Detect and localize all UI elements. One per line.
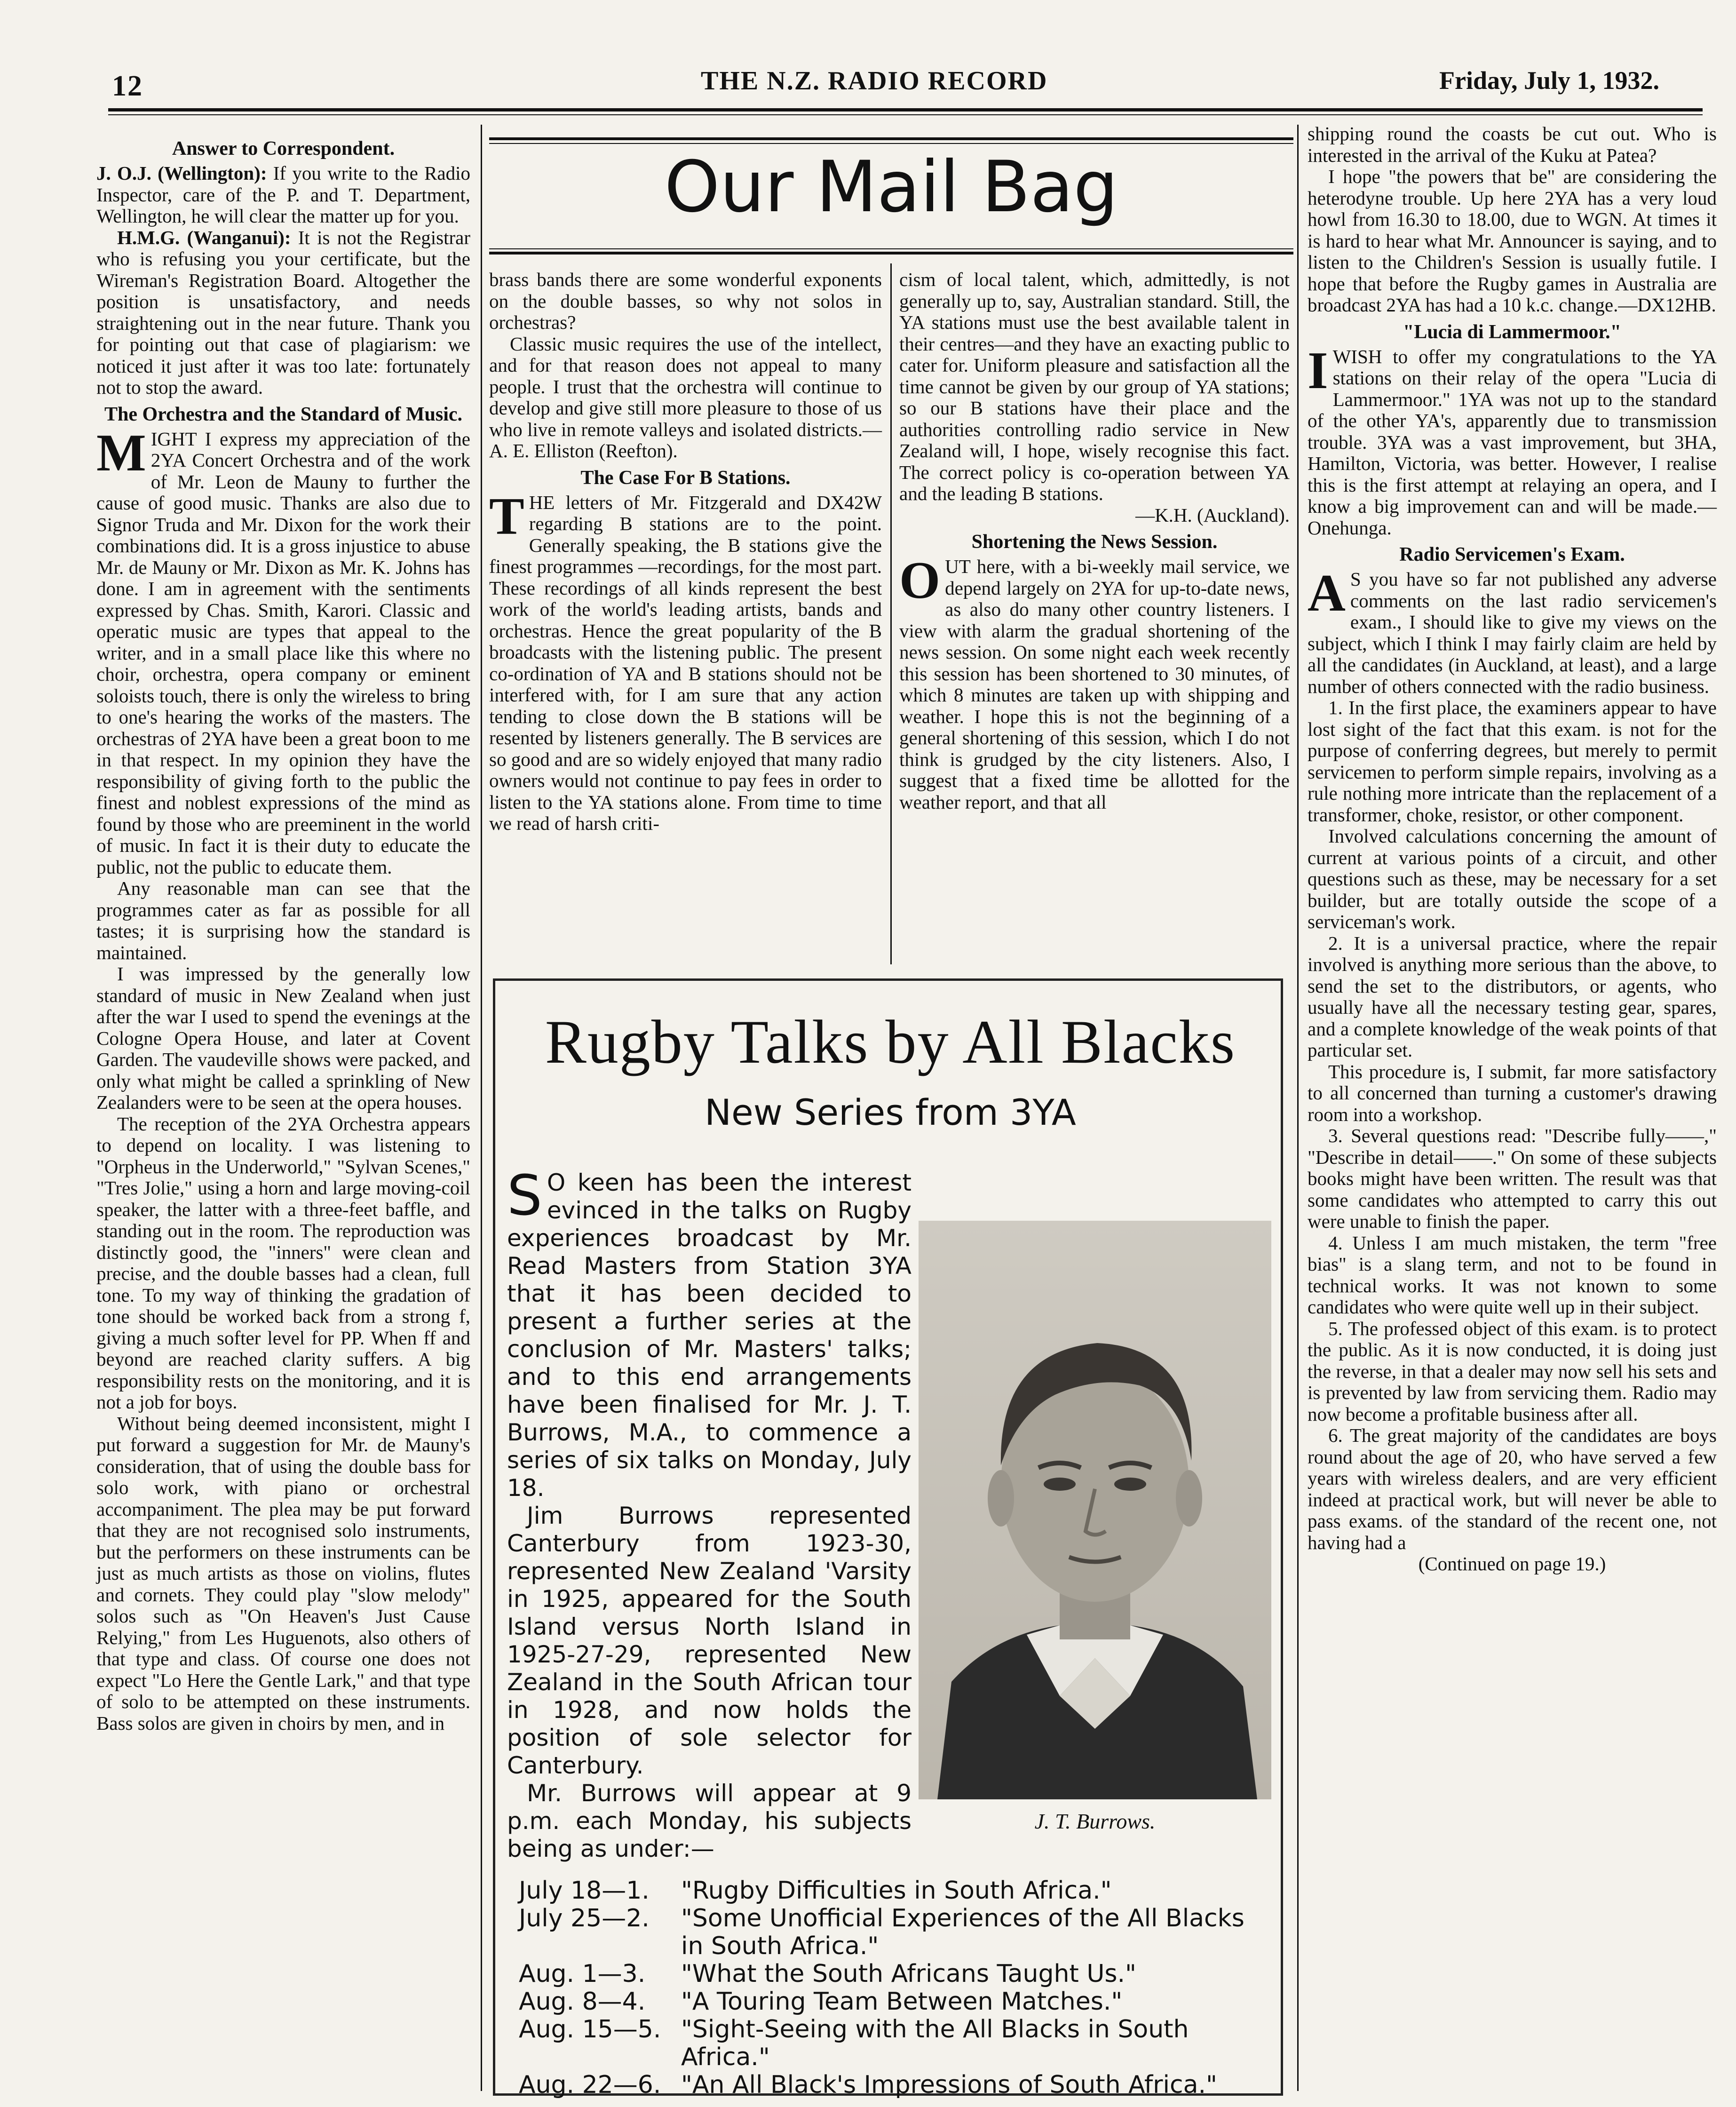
schedule-title: "Some Unofficial Experiences of the All Blacks in South Africa." (681, 1904, 1245, 1960)
header-rule-thin (108, 114, 1703, 115)
right-para: shipping round the coasts be cut out. Who is interested in the arrival of the Kuku at Patea? (1308, 123, 1717, 166)
rugby-para-3: Mr. Burrows will appear at 9 p.m. each Monday, his subjects being as under:— (507, 1780, 912, 1862)
orchestra-heading: The Orchestra and the Standard of Music. (104, 403, 463, 425)
b-stations-text: HE letters of Mr. Fitzgerald and DX42W regarding B stations are to the point. Generally speaking, the B stations give the finest programmes —recordings, for the most part. These recordings of all kinds represent the best work of the world's leading artists, bands and orchestras. Hence the great popularity of the B broadcasts with the listening public. The present co-ordination of YA and B stations should not be interfered with, for I am sure that any action tending to close down the B stations will be resented by listeners generally. The B services are so good and are so widely enjoyed that many radio owners would not continue to pay fees in order to listen to the YA stations alone. From time to time we read of harsh criti- (489, 491, 882, 834)
orchestra-para-2: Any reasonable man can see that the programmes cater as far as possible for all tastes; it is surprising how the standard is maintained. (96, 877, 470, 963)
mailbag-column-2 (899, 269, 1290, 813)
answer-heading: Answer to Correspondent. (172, 138, 395, 159)
orchestra-para-5: Without being deemed inconsistent, might I put forward a suggestion for Mr. de Mauny's consideration, that of using the double bass for solo work, with piano or orchestral accompaniment. The plea may be put forward that they are not recognised solo instruments, but the performers on these instruments can be just as much artists as those on violins, flutes and cornets. They could play "slow melody" solos such as "On Heaven's Just Cause Relying," from Les Huguenots, also others of that type and class. Of course one does not expect "Lo Here the Gentle Lark," and that type of solo to be attempted on these instruments. Bass solos are given in choirs by men, and in (96, 1412, 470, 1734)
schedule-date: Aug. 22—6. (519, 2071, 661, 2099)
schedule-row (519, 2016, 1271, 2071)
photo-caption: J. T. Burrows. (1034, 1809, 1156, 1833)
rugby-title: Rugby Talks by All Blacks (545, 1007, 1236, 1076)
lucia-heading: "Lucia di Lammermoor." (1403, 321, 1621, 343)
answer-2 (96, 227, 470, 398)
talk-schedule (519, 1877, 1271, 2099)
mailbag-column-1 (489, 269, 882, 835)
schedule-date: Aug. 15—5. (519, 2015, 661, 2043)
header-rule (108, 108, 1703, 111)
orchestra-para-4: The reception of the 2YA Orchestra appears to depend on locality. I was listening to "Orpheus in the Underworld," "Sylvan Scenes," "Tres Jolie," using a horn and large moving-coil speaker, the latter with a three-feet baffle, and standing out in the room. The reproduction was distinctly good, the "inners" were clean and precise, and the double basses had a clean, full tone. To my way of thinking the gradation of tone should be worked back from a strong f, giving a much softer level for PP. When ff and beyond are reached clarity suffers. A big responsibility rests on the monitoring, and it is not a job for boys. (96, 1113, 470, 1413)
lucia-para (1308, 341, 1717, 539)
answer-2-body: It is not the Registrar who is refusing you your certificate, but the Wireman's Registration Board. Altogether the position is unsatisfactory, and needs straightening out in the near future. Thank you for pointing out that case of plagiarism: we noticed it just after it was too late: fortunately not to stop the award. (96, 226, 470, 398)
mailbag-para: cism of local talent, which, admittedly, is not generally up to, say, Australian standard. Still, the YA stations must use the best available talent in their centres—and they have an exacting public to cater for. Uniform pleasure and satisfaction all the time cannot be given by our group of YA stations; so our B stations have their place and the authorities controlling radio service in New Zealand will, I hope, wisely recognise this fact. The correct policy is co-operation between YA and the leading B stations. (899, 269, 1290, 504)
title-rule-top (489, 137, 1293, 140)
news-text: UT here, with a bi-weekly mail service, we depend largely on 2YA for up-to-date news, as also do many other country listeners. I view with alarm the gradual shortening of the news session. On some night each week recently this session has been shortened to 30 minutes, of which 8 minutes are taken up with shipping and weather. I hope this is not the beginning of a general shortening of this session, which I do not think is grudged by the city listeners. Also, I suggest that a fixed time be allotted for the weather report, and that all (899, 556, 1290, 813)
schedule-row (519, 1877, 1271, 1905)
schedule-title: "An All Black's Impressions of South Africa." (681, 2071, 1217, 2099)
left-column (96, 133, 470, 1734)
mailbag-para: brass bands there are some wonderful exponents on the double basses, so why not solos in orchestras? (489, 269, 882, 333)
schedule-title: "What the South Africans Taught Us." (681, 1960, 1136, 1988)
right-para: I hope "the powers that be" are considering the heterodyne trouble. Up here 2YA has a very loud howl from 16.30 to 18.00, due to WGN. At times it is hard to hear what Mr. Announcer is saying, and to listen to the Children's Session is usually futile. I hope that before the Rugby games in Australia are broadcast 2YA has had a 10 k.c. change.—DX12HB. (1308, 166, 1717, 316)
exam-heading: Radio Servicemen's Exam. (1399, 544, 1625, 565)
schedule-date: July 25—2. (519, 1904, 650, 1932)
news-para (899, 551, 1290, 813)
exam-para (1308, 564, 1717, 697)
column-rule (481, 125, 482, 2091)
dropcap: I (1308, 341, 1328, 400)
burrows-portrait-photo (919, 1221, 1271, 1799)
continued-note: (Continued on page 19.) (1418, 1553, 1606, 1574)
lucia-text: WISH to offer my congratulations to the YA stations on their relay of the opera "Lucia di Lammermoor." 1YA was not up to the standard of the other YA's, apparently due to transmission trouble. 3YA was a vast improvement, but 3HA, Hamilton, Victoria, was better. However, I realise this is the first attempt at relaying an opera, and I know a big improvement can and will be made.—Onehunga. (1308, 345, 1717, 539)
exam-para: 3. Several questions read: "Describe fully——," "Describe in detail——." On some of these subjects books might have been written. The result was that some candidates who attempted to carry this out were unable to finish the paper. (1308, 1125, 1717, 1232)
column-rule (1297, 125, 1299, 2091)
orchestra-para-3: I was impressed by the generally low standard of music in New Zealand when just after the war I used to spend the evenings at the Cologne Opera House, and later at Covent Garden. The vaudeville shows were packed, and only what might be called a sprinkling of New Zealanders were to be seen at the opera houses. (96, 963, 470, 1113)
rugby-para-2: Jim Burrows represented Canterbury from 1923-30, represented New Zealand 'Varsity in 1925, appeared for the South Island versus North Island in 1925-27-29, represented New Zealand in the South African tour in 1928, and now holds the position of sole selector for Canterbury. (507, 1502, 912, 1779)
rugby-text-1: O keen has been the interest evinced in the talks on Rugby experiences broadcast by Mr. Read Masters from Station 3YA that it has been decided to present a further series at the conclusion of Mr. Masters' talks; and to this end arrangements have been finalised for Mr. J. T. Burrows, M.A., to commence a series of six talks on Monday, July 18. (507, 1169, 912, 1502)
issue-date: Friday, July 1, 1932. (1439, 66, 1660, 95)
orchestra-text-1: IGHT I express my appreciation of the 2YA Concert Orchestra and of the work of Mr. Leon de Mauny to further the cause of good music. Thanks are also due to Signor Truda and Mr. Dixon for the work their combinations did. It is a gross injustice to abuse Mr. de Mauny or Mr. Dixon as Mr. K. Johns has done. I am in agreement with the sentiments expressed by Chas. Smith, Karori. Classic and operatic music are types that appeal to the writer, and in a small place like this where no choir, orchestra, opera company or eminent soloists touch, there is only the wireless to bring to one's hearing the works of the masters. The orchestras of 2YA have been a great boon to me in that respect. In my opinion they have the responsibility of giving forth to the public the finest and noblest expressions of the mind as found by those who are preeminent in the world of music. In fact it is their duty to educate the public, not the public to educate them. (96, 428, 470, 878)
exam-para: 1. In the first place, the examiners appear to have lost sight of the fact that this exam. is not for the purpose of conferring degrees, but merely to permit servicemen to perform simple repairs, involving as a rule nothing more intricate than the replacement of a transformer, choke, resistor, or other component. (1308, 697, 1717, 826)
exam-para: This procedure is, I submit, far more satisfactory to all concerned than turning a customer's drawing room into a workshop. (1308, 1060, 1717, 1125)
exam-text: S you have so far not published any adverse comments on the last radio servicemen's exam., I should like to give my views on the subject, which I think I may fairly claim are held by all the candidates (in Auckland, at least), and a large number of others connected with the radio business. (1308, 568, 1717, 697)
rugby-feature-box (493, 978, 1283, 2099)
schedule-date: July 18—1. (519, 1876, 650, 1905)
rugby-subtitle: New Series from 3YA (705, 1091, 1076, 1133)
schedule-row (519, 1960, 1271, 1988)
schedule-row (519, 1988, 1271, 2016)
dropcap: M (96, 423, 146, 482)
answer-1-lead: J. O.J. (Wellington): (96, 162, 267, 184)
schedule-row (519, 2071, 1271, 2099)
orchestra-para-1 (96, 423, 470, 878)
exam-para: 4. Unless I am much mistaken, the term "free bias" is a slang term, and not to be found in technical works. It was not known to some candidates who were quite well up in their subject. (1308, 1232, 1717, 1318)
dropcap: T (489, 487, 524, 546)
mailbag-title: Our Mail Bag (664, 146, 1118, 228)
b-stations-heading: The Case For B Stations. (580, 467, 791, 489)
schedule-date: Aug. 8—4. (519, 1988, 646, 2016)
schedule-title: "Rugby Difficulties in South Africa." (681, 1876, 1112, 1905)
exam-para: Involved calculations concerning the amount of current at various points of a circuit, and other questions such as these, may be necessary for a set builder, but are totally outside the scope of a serviceman's work. (1308, 825, 1717, 932)
exam-para: 6. The great majority of the candidates are boys round about the age of 20, who have served a few years with wireless dealers, and are very efficient indeed at practical work, but will never be able to pass exams. of the standard of the recent one, not having had a (1308, 1424, 1717, 1553)
answer-1 (96, 163, 470, 227)
title-rule-bottom-thin (489, 248, 1293, 249)
page-header (0, 0, 1736, 118)
title-rule-bottom (489, 252, 1293, 254)
portrait-illustration (919, 1221, 1271, 1799)
schedule-title: "A Touring Team Between Matches." (681, 1988, 1123, 2016)
signature: —K.H. (Auckland). (1135, 504, 1290, 526)
answer-1-body: If you write to the Radio Inspector, care of the P. and T. Department, Wellington, he will clear the matter up for you. (96, 162, 471, 227)
column-rule (890, 263, 892, 964)
mailbag-para: Classic music requires the use of the intellect, and for that reason does not appeal to many people. I trust that the orchestra will continue to develop and give still more pleasure to those of us who live in remote valleys and isolated districts.—A. E. Elliston (Reefton). (489, 333, 882, 461)
news-heading: Shortening the News Session. (971, 531, 1218, 553)
rugby-article (507, 1163, 912, 1863)
exam-para: 2. It is a universal practice, where the repair involved is anything more serious than the above, to send the set to the distributors, or agents, who usually have all the necessary testing gear, spares, and a complete knowledge of the weak points of that particular set. (1308, 932, 1717, 1061)
b-stations-para (489, 487, 882, 835)
rugby-para-1 (507, 1163, 912, 1502)
exam-para: 5. The professed object of this exam. is to protect the public. As it is now conducted, it is doing just the reverse, in that a dealer may now sell his sets and is prevented by law from servicing them. Radio may now become a profitable business after all. (1308, 1317, 1717, 1425)
answer-2-lead: H.M.G. (Wanganui): (117, 226, 291, 248)
page-number: 12 (112, 70, 143, 102)
dropcap: A (1308, 564, 1346, 622)
dropcap: O (899, 551, 941, 610)
schedule-date: Aug. 1—3. (519, 1960, 646, 1988)
schedule-title: "Sight-Seeing with the All Blacks in South Africa." (681, 2015, 1189, 2071)
title-rule-top-thin (489, 143, 1293, 144)
right-column (1308, 123, 1717, 1575)
publication-title: THE N.Z. RADIO RECORD (701, 66, 1048, 95)
schedule-row (519, 1905, 1271, 1960)
dropcap: S (507, 1163, 542, 1228)
